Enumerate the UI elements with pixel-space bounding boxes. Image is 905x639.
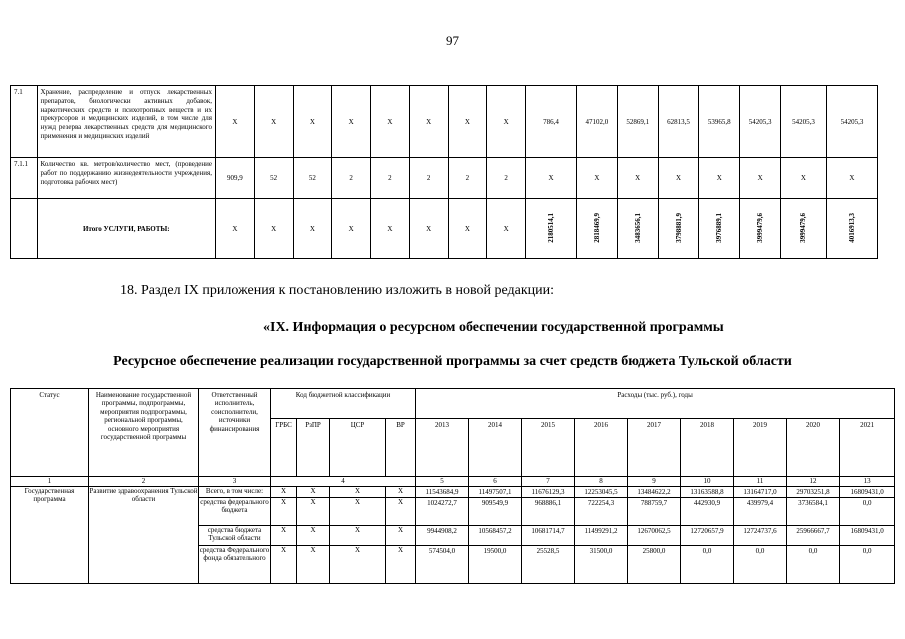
total-value-text: 3999479,6 xyxy=(799,212,808,243)
total-value xyxy=(781,199,827,259)
header-responsible: Ответственный исполнитель, соисполнители, источники финансирования xyxy=(199,389,271,477)
cell: 2 xyxy=(371,158,410,199)
status-cell: Государственная программа xyxy=(11,487,89,584)
header-csr: ЦСР xyxy=(330,419,386,477)
header-year: 2013 xyxy=(416,419,469,477)
total-value-text: 2818469,9 xyxy=(592,212,601,243)
value-cell: 10681714,7 xyxy=(522,526,575,546)
section-title: «IX. Информация о ресурсном обеспечении государственной программы xyxy=(263,320,724,335)
cell: 2 xyxy=(409,158,448,199)
value-cell: 16809431,0 xyxy=(840,526,895,546)
cell: Х xyxy=(409,199,448,259)
header-rzpr: РзПР xyxy=(297,419,330,477)
value-cell: 0,0 xyxy=(840,498,895,526)
value-cell: 12253045,5 xyxy=(575,487,628,498)
header-year: 2020 xyxy=(787,419,840,477)
value-cell: 10568457,2 xyxy=(469,526,522,546)
row-description: Хранение, распределение и отпуск лекарственных препаратов, биологически активных добавок, наркотических средств и психотропных веществ и их прекурсоров и медицинских изделий, в том числе для нужд резерва лекарственных средств для медицинского применения и медицинских изделий xyxy=(37,86,216,158)
value-cell: 12720657,9 xyxy=(681,526,734,546)
cell: Х xyxy=(781,158,827,199)
value-cell: 13163588,8 xyxy=(681,487,734,498)
kbk-cell: Х xyxy=(386,487,416,498)
cell: Х xyxy=(617,158,658,199)
header-year: 2014 xyxy=(469,419,522,477)
header-vr: ВР xyxy=(386,419,416,477)
col-number: 8 xyxy=(575,477,628,487)
total-value-text: 3483656,1 xyxy=(633,212,642,243)
value-cell: 11497507,1 xyxy=(469,487,522,498)
cell: 2 xyxy=(487,158,526,199)
total-value xyxy=(740,199,781,259)
value-cell: 1024272,7 xyxy=(416,498,469,526)
cell: 54205,3 xyxy=(826,86,877,158)
header-year: 2018 xyxy=(681,419,734,477)
total-label: Итого УСЛУГИ, РАБОТЫ: xyxy=(37,199,216,259)
value-cell: 788759,7 xyxy=(628,498,681,526)
cell: Х xyxy=(577,158,618,199)
cell: Х xyxy=(409,86,448,158)
table-row xyxy=(11,487,895,498)
value-cell: 3736584,1 xyxy=(787,498,840,526)
total-value xyxy=(526,199,577,259)
total-value xyxy=(699,199,740,259)
header-year: 2016 xyxy=(575,419,628,477)
kbk-cell: Х xyxy=(297,487,330,498)
kbk-cell: Х xyxy=(297,526,330,546)
col-number: 9 xyxy=(628,477,681,487)
col-number: 4 xyxy=(271,477,416,487)
source-cell: средства федерального бюджета xyxy=(199,498,271,526)
source-cell: средства Федерального фонда обязательного xyxy=(199,546,271,584)
cell: Х xyxy=(487,199,526,259)
value-cell: 9944908,2 xyxy=(416,526,469,546)
row-description: Количество кв. метров/количество мест, (проведение работ по поддержанию жизнедеятельности учреждения, подготовка рабочих мест) xyxy=(37,158,216,199)
value-cell: 29703251,8 xyxy=(787,487,840,498)
header-year: 2019 xyxy=(734,419,787,477)
total-value xyxy=(658,199,699,259)
cell: Х xyxy=(658,158,699,199)
value-cell: 909549,9 xyxy=(469,498,522,526)
cell: 2 xyxy=(448,158,487,199)
col-number: 3 xyxy=(199,477,271,487)
cell: Х xyxy=(293,86,332,158)
kbk-cell: Х xyxy=(297,498,330,526)
page-number: 97 xyxy=(446,33,459,48)
total-value-text: 3999479,6 xyxy=(756,212,765,243)
cell: 52869,1 xyxy=(617,86,658,158)
cell: Х xyxy=(216,199,255,259)
cell: 786,4 xyxy=(526,86,577,158)
cell: 2 xyxy=(332,158,371,199)
kbk-cell: Х xyxy=(297,546,330,584)
cell: Х xyxy=(332,86,371,158)
kbk-cell: Х xyxy=(386,498,416,526)
col-number: 11 xyxy=(734,477,787,487)
value-cell: 0,0 xyxy=(734,546,787,584)
kbk-cell: Х xyxy=(386,526,416,546)
total-value xyxy=(826,199,877,259)
cell: Х xyxy=(699,158,740,199)
cell: Х xyxy=(448,86,487,158)
total-value xyxy=(577,199,618,259)
value-cell: 25528,5 xyxy=(522,546,575,584)
numbering-row xyxy=(11,477,895,487)
header-expenses: Расходы (тыс. руб.), годы xyxy=(416,389,895,419)
value-cell: 0,0 xyxy=(681,546,734,584)
header-row xyxy=(11,389,895,419)
header-status: Статус xyxy=(11,389,89,477)
value-cell: 11499291,2 xyxy=(575,526,628,546)
value-cell: 0,0 xyxy=(840,546,895,584)
kbk-cell: Х xyxy=(271,526,297,546)
value-cell: 0,0 xyxy=(787,546,840,584)
value-cell: 25800,0 xyxy=(628,546,681,584)
cell: 52 xyxy=(254,158,293,199)
kbk-cell: Х xyxy=(330,498,386,526)
total-value-text: 3798881,9 xyxy=(674,212,683,243)
header-year: 2021 xyxy=(840,419,895,477)
resource-table xyxy=(10,388,895,584)
cell: 909,9 xyxy=(216,158,255,199)
cell: 54205,3 xyxy=(781,86,827,158)
table-row xyxy=(11,86,878,158)
total-row xyxy=(11,199,878,259)
col-number: 2 xyxy=(89,477,199,487)
total-value-text: 2180514,1 xyxy=(547,212,556,243)
value-cell: 442930,9 xyxy=(681,498,734,526)
table-row xyxy=(11,158,878,199)
cell: 52 xyxy=(293,158,332,199)
cell: 62813,5 xyxy=(658,86,699,158)
value-cell: 574504,0 xyxy=(416,546,469,584)
cell: 53965,8 xyxy=(699,86,740,158)
col-number: 5 xyxy=(416,477,469,487)
value-cell: 968886,1 xyxy=(522,498,575,526)
kbk-cell: Х xyxy=(330,546,386,584)
source-cell: Всего, в том числе: xyxy=(199,487,271,498)
total-value-text: 3976889,1 xyxy=(715,212,724,243)
subtitle: Ресурсное обеспечение реализации государственной программы за счет средств бюджета Тульской области xyxy=(113,354,792,369)
total-value-text: 4016913,3 xyxy=(847,212,856,243)
cell: Х xyxy=(254,199,293,259)
header-grbs: ГРБС xyxy=(271,419,297,477)
kbk-cell: Х xyxy=(330,526,386,546)
program-name-cell: Развитие здравоохранения Тульской области xyxy=(89,487,199,584)
row-code: 7.1 xyxy=(11,86,38,158)
header-year: 2015 xyxy=(522,419,575,477)
paragraph: 18. Раздел IX приложения к постановлению изложить в новой редакции: xyxy=(120,283,555,298)
value-cell: 31500,0 xyxy=(575,546,628,584)
value-cell: 13164717,0 xyxy=(734,487,787,498)
cell: 54205,3 xyxy=(740,86,781,158)
value-cell: 12724737,6 xyxy=(734,526,787,546)
kbk-cell: Х xyxy=(271,546,297,584)
value-cell: 16809431,0 xyxy=(840,487,895,498)
cell: Х xyxy=(487,86,526,158)
value-cell: 13484622,2 xyxy=(628,487,681,498)
kbk-cell: Х xyxy=(330,487,386,498)
header-kbk: Код бюджетной классификации xyxy=(271,389,416,419)
row-code: 7.1.1 xyxy=(11,158,38,199)
kbk-cell: Х xyxy=(271,498,297,526)
cell: Х xyxy=(254,86,293,158)
cell: Х xyxy=(332,199,371,259)
kbk-cell: Х xyxy=(271,487,297,498)
cell: Х xyxy=(740,158,781,199)
cell: Х xyxy=(293,199,332,259)
cell: Х xyxy=(448,199,487,259)
source-cell: средства бюджета Тульской области xyxy=(199,526,271,546)
col-number: 10 xyxy=(681,477,734,487)
value-cell: 19500,0 xyxy=(469,546,522,584)
cell: Х xyxy=(526,158,577,199)
col-number: 12 xyxy=(787,477,840,487)
header-name: Наименование государственной программы, подпрограммы, мероприятия подпрограммы, региональной программы, основного мероприятия государственной программы xyxy=(89,389,199,477)
services-table xyxy=(10,85,878,259)
col-number: 7 xyxy=(522,477,575,487)
value-cell: 12670062,5 xyxy=(628,526,681,546)
cell: Х xyxy=(371,199,410,259)
value-cell: 722254,3 xyxy=(575,498,628,526)
value-cell: 25966667,7 xyxy=(787,526,840,546)
total-code xyxy=(11,199,38,259)
value-cell: 11543684,9 xyxy=(416,487,469,498)
cell: Х xyxy=(216,86,255,158)
value-cell: 439979,4 xyxy=(734,498,787,526)
cell: Х xyxy=(371,86,410,158)
value-cell: 11676129,3 xyxy=(522,487,575,498)
total-value xyxy=(617,199,658,259)
cell: Х xyxy=(826,158,877,199)
kbk-cell: Х xyxy=(386,546,416,584)
col-number: 6 xyxy=(469,477,522,487)
col-number: 13 xyxy=(840,477,895,487)
header-year: 2017 xyxy=(628,419,681,477)
cell: 47102,0 xyxy=(577,86,618,158)
col-number: 1 xyxy=(11,477,89,487)
